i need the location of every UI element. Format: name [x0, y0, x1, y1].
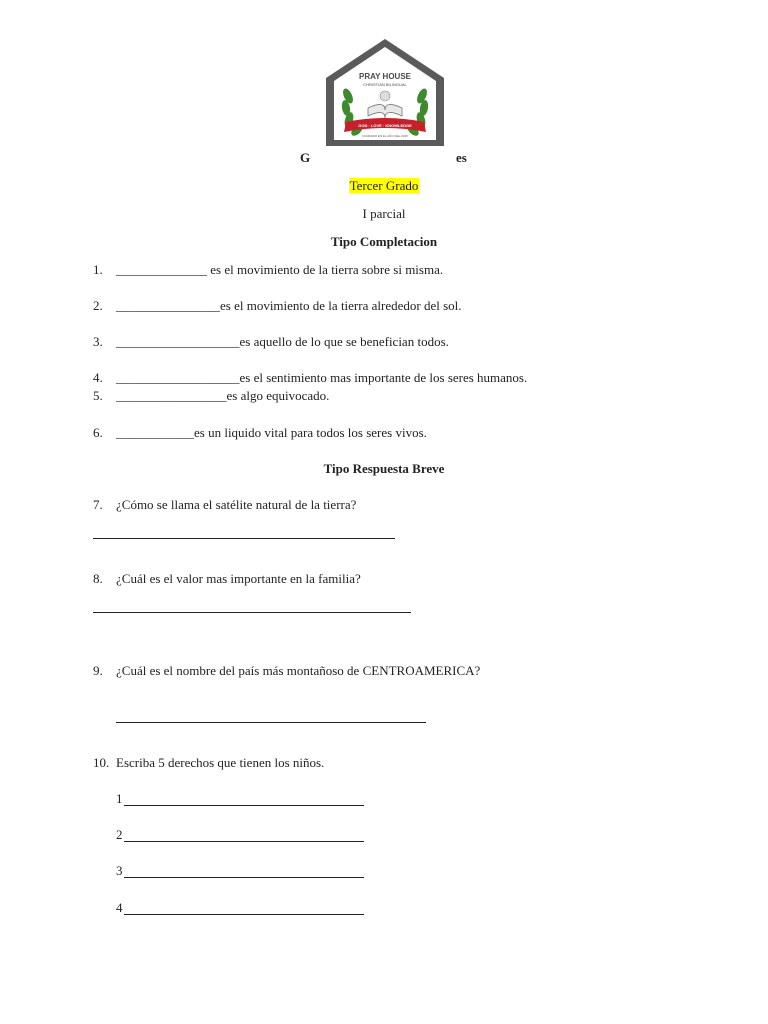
- answer-blank[interactable]: ______________: [116, 262, 207, 277]
- answer-line[interactable]: [124, 841, 364, 842]
- logo-subtext: FUNDADO EN EL AÑO DEL 2015: [362, 134, 408, 138]
- period-label: I parcial: [362, 206, 406, 221]
- question-text: ¿Cuál es el valor mas importante en la familia?: [116, 571, 361, 586]
- question-number: 7.: [93, 497, 103, 512]
- grade-label: Tercer Grado: [349, 178, 419, 193]
- answer-blank[interactable]: _________________: [116, 388, 227, 403]
- question-text: ¿Cómo se llama el satélite natural de la tierra?: [116, 497, 357, 512]
- item-text: es el sentimiento mas importante de los seres humanos.: [239, 370, 528, 385]
- title-left: G: [300, 150, 311, 165]
- right-number: 1: [116, 791, 123, 806]
- answer-blank[interactable]: ___________________: [116, 370, 240, 385]
- item-text: es algo equivocado.: [226, 388, 330, 403]
- item-number: 6.: [93, 425, 103, 440]
- right-number: 4: [116, 900, 123, 915]
- answer-line[interactable]: [116, 722, 426, 723]
- school-logo: [322, 36, 448, 148]
- answer-blank[interactable]: ____________: [116, 425, 194, 440]
- right-number: 3: [116, 863, 123, 878]
- answer-line[interactable]: [93, 612, 411, 613]
- item-number: 3.: [93, 334, 103, 349]
- answer-line[interactable]: [124, 914, 364, 915]
- item-number: 1.: [93, 262, 103, 277]
- logo-text-1: PRAY HOUSE: [358, 72, 412, 81]
- item-text: es el movimiento de la tierra alrededor del sol.: [220, 298, 462, 313]
- logo-text-2: CHRISTIAN BILINGUAL: [363, 82, 407, 87]
- item-text: es aquello de lo que se benefician todos.: [239, 334, 449, 349]
- question-text: ¿Cuál es el nombre del país más montañoso de CENTROAMERICA?: [116, 663, 481, 678]
- question-number: 8.: [93, 571, 103, 586]
- answer-line[interactable]: [93, 538, 395, 539]
- question-number: 9.: [93, 663, 103, 678]
- item-number: 2.: [93, 298, 103, 313]
- section2-title: Tipo Respuesta Breve: [323, 461, 445, 476]
- answer-line[interactable]: [124, 877, 364, 878]
- answer-blank[interactable]: ________________: [116, 298, 220, 313]
- answer-blank[interactable]: ___________________: [116, 334, 240, 349]
- item-text: es un liquido vital para todos los seres vivos.: [194, 425, 427, 440]
- title-right: es: [456, 150, 467, 165]
- item-number: 4.: [93, 370, 103, 385]
- logo-banner: GOD · LOVE · KNOWLEDGE: [358, 123, 412, 128]
- item-text: es el movimiento de la tierra sobre si misma.: [207, 262, 444, 277]
- section1-title: Tipo Completacion: [330, 234, 438, 249]
- right-number: 2: [116, 827, 123, 842]
- question-text: Escriba 5 derechos que tienen los niños.: [116, 755, 325, 770]
- question-number: 10.: [93, 755, 110, 770]
- item-number: 5.: [93, 388, 103, 403]
- grade-line: [0, 178, 768, 194]
- answer-line[interactable]: [124, 805, 364, 806]
